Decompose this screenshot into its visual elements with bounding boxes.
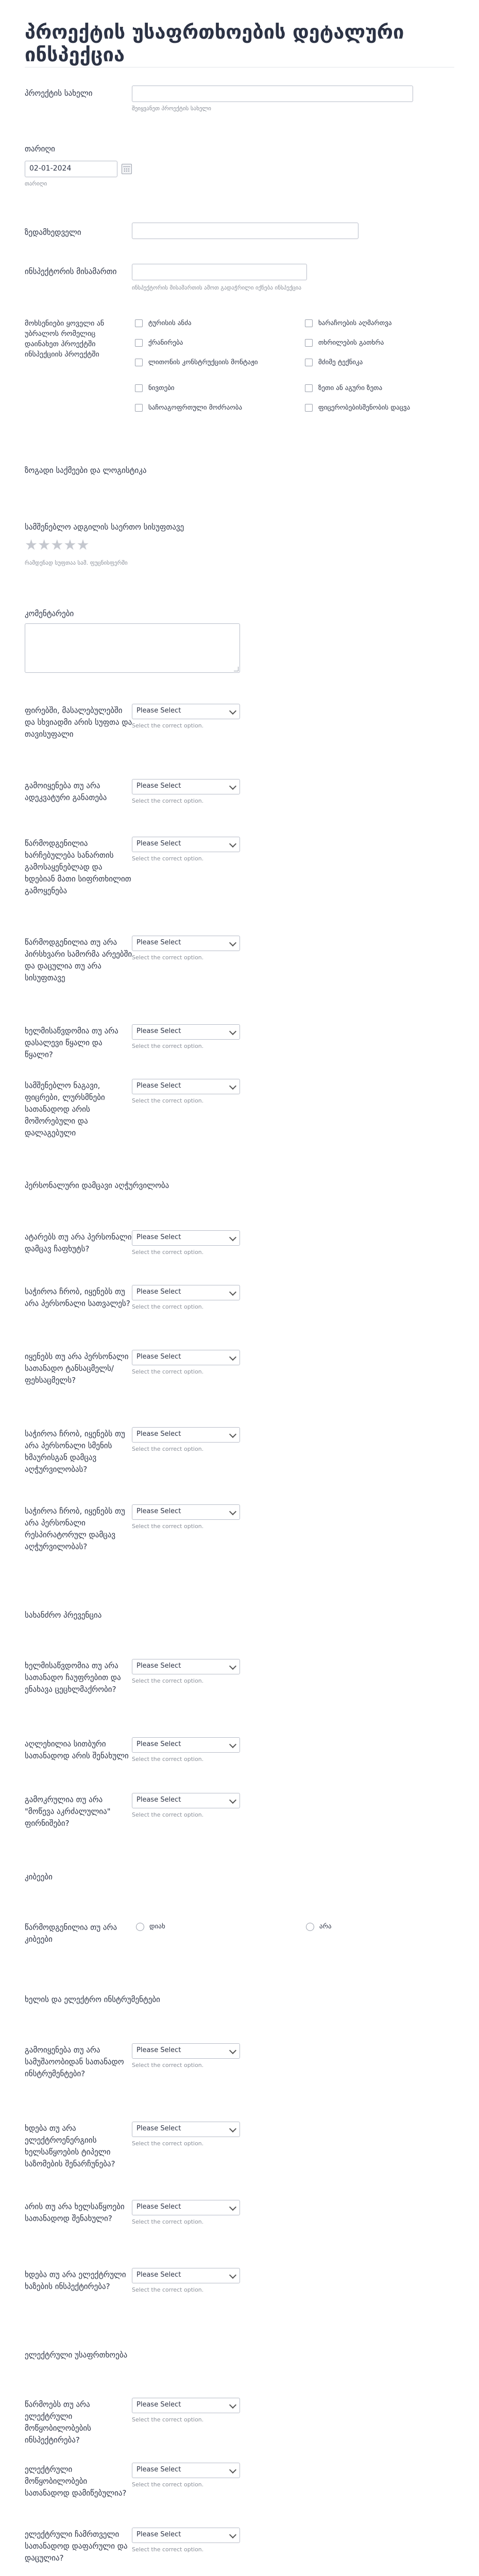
select-hint: Select the correct option. xyxy=(132,2481,204,2488)
select-hint: Select the correct option. xyxy=(132,2062,204,2069)
activity-checkbox-0[interactable] xyxy=(135,319,143,327)
answer-select[interactable]: Please Select xyxy=(132,1230,240,1246)
activity-option-9: ფიცერობებისშენობის დაცვა xyxy=(318,404,410,412)
answer-select[interactable]: Please Select xyxy=(132,2398,240,2413)
answer-select[interactable]: Please Select xyxy=(132,2200,240,2215)
answer-select[interactable]: Please Select xyxy=(132,704,240,719)
section-general-heading: ზოგადი საქმეები და ლოგისტიკა xyxy=(25,466,147,475)
answer-select[interactable]: Please Select xyxy=(132,2122,240,2137)
select-hint: Select the correct option. xyxy=(132,2416,204,2423)
activity-checkbox-4[interactable] xyxy=(135,359,143,366)
chevron-down-icon xyxy=(229,1028,236,1035)
answer-select[interactable]: Please Select xyxy=(132,1737,240,1753)
activity-checkbox-9[interactable] xyxy=(305,404,313,412)
chevron-down-icon xyxy=(229,1234,236,1241)
answer-select[interactable]: Please Select xyxy=(132,1427,240,1443)
question-label: გამოიყენება თუ არა სამუშაოობიდან სათანადო ინსტრუმენტები? xyxy=(25,2045,124,2078)
section-electrical-heading: ელექტრული უსაფრთხოება xyxy=(25,2350,128,2360)
answer-select[interactable]: Please Select xyxy=(132,1504,240,1520)
chevron-down-icon xyxy=(229,840,236,848)
answer-select[interactable]: Please Select xyxy=(132,1350,240,1365)
question-label: არის თუ არა ხელსაწყოები სათანადოდ შენახული? xyxy=(25,2202,125,2223)
select-hint: Select the correct option. xyxy=(132,2140,204,2147)
chevron-down-icon xyxy=(229,2531,236,2538)
question-label: წარმოდგენილია თუ არა პირსხვარი სამორმა არეებში და დაცულია თუ არა სისუფთავე xyxy=(25,938,132,982)
chevron-down-icon xyxy=(229,1741,236,1748)
question-label: წარმოებს თუ არა ელექტრული მოწყობილობების ინსპექტირება? xyxy=(25,2400,91,2445)
project-name-label: პროექტის სახელი xyxy=(25,89,93,98)
answer-select[interactable]: Please Select xyxy=(132,2043,240,2059)
comments-textarea[interactable] xyxy=(25,623,240,673)
comments-label: კომენტარები xyxy=(25,609,74,618)
answer-select[interactable]: Please Select xyxy=(132,1285,240,1300)
chevron-down-icon xyxy=(229,2204,236,2211)
chevron-down-icon xyxy=(229,2125,236,2132)
chevron-down-icon xyxy=(229,2272,236,2279)
project-name-sublabel: შეიყვანეთ პროექტის სახელი xyxy=(132,105,211,112)
chevron-down-icon xyxy=(229,1289,236,1296)
ladder-yes-label: დიახ xyxy=(149,1923,165,1930)
activity-option-2: ქრანირება xyxy=(148,339,183,347)
activity-types-label: მოხსენიები ყოველი ან უბრალოს რომელიც დაინახეთ პროექტში ინსპექციის პროექტში xyxy=(25,319,105,359)
activity-checkbox-1[interactable] xyxy=(305,319,313,327)
select-hint: Select the correct option. xyxy=(132,954,204,961)
answer-select[interactable]: Please Select xyxy=(132,1793,240,1808)
question-label: გამოიყენება თუ არა ადეკვატური განათება xyxy=(25,781,107,802)
ladder-no-label: არა xyxy=(319,1923,332,1930)
star-icon[interactable]: ★ xyxy=(76,536,90,553)
question-label: ფირებში, მასალებულებში და სხვიადმი არის სუფთა და თავისუფალი xyxy=(25,706,132,739)
chevron-down-icon xyxy=(229,2401,236,2409)
activity-checkbox-5[interactable] xyxy=(305,359,313,366)
chevron-down-icon xyxy=(229,783,236,790)
answer-select[interactable]: Please Select xyxy=(132,779,240,794)
select-hint: Select the correct option. xyxy=(132,1368,204,1375)
supervisor-label: ზედამხედველი xyxy=(25,228,81,237)
question-label: ელექტრული ჩამრთველი სათანადოდ დაფარული და დაცულია? xyxy=(25,2530,128,2563)
answer-select[interactable]: Please Select xyxy=(132,837,240,852)
supervisor-input[interactable] xyxy=(132,223,358,239)
rating-stars[interactable] xyxy=(25,538,90,552)
select-hint: Select the correct option. xyxy=(132,1043,204,1049)
answer-select[interactable]: Please Select xyxy=(132,1659,240,1674)
star-icon[interactable]: ★ xyxy=(25,536,38,553)
ladder-question-label: წარმოდგენილია თუ არა კიბეები xyxy=(25,1923,117,1944)
select-hint: Select the correct option. xyxy=(132,1097,204,1104)
activity-option-0: ტურისის ანძა xyxy=(148,319,192,327)
question-label: ატარებს თუ არა პერსონალი დამცავ ჩაფხუტს? xyxy=(25,1232,132,1253)
date-sublabel: თარიღი xyxy=(25,180,47,187)
activity-option-6: ნივთები xyxy=(148,384,175,392)
question-label: იყენებს თუ არა პერსონალი სათანადო ტანსაცმელს/ ფეხსაცმელს? xyxy=(25,1352,129,1385)
select-hint: Select the correct option. xyxy=(132,2218,204,2225)
activity-option-3: თხრილების გათხრა xyxy=(318,339,384,347)
question-label: ხელმისაწვდომია თუ არა დასალევი წყალი და წყალი? xyxy=(25,1026,118,1059)
select-hint: Select the correct option. xyxy=(132,798,204,804)
question-label: გამოკრულია თუ არა "მოწევა აკრძალულია" ფირნიშები? xyxy=(25,1795,111,1828)
chevron-down-icon xyxy=(229,1663,236,1670)
question-label: ხდება თუ არა ელექტროენერგიის ხელსაწყოების ტიპელი საზომების შენარჩუნება? xyxy=(25,2124,115,2168)
date-input[interactable]: 02-01-2024 xyxy=(25,161,117,177)
select-hint: Select the correct option. xyxy=(132,1303,204,1310)
question-label: საჭიროა ჩრობ, იყენებს თუ არა პერსონალი სათვალეს? xyxy=(25,1287,130,1308)
activity-checkbox-2[interactable] xyxy=(135,339,143,347)
question-label: საჭიროა ჩრობ, იყენებს თუ არა პერსონალი რესპირატორულ დამცავ აღჭურვილობას? xyxy=(25,1506,125,1551)
activity-option-7: ზეთი ან აგური ზეთა xyxy=(318,384,383,392)
select-hint: Select the correct option. xyxy=(132,2546,204,2553)
chevron-down-icon xyxy=(229,1353,236,1361)
question-label: ელექტრული მოწყობილობები სათანადოდ დამიწებულია? xyxy=(25,2465,127,2498)
select-hint: Select the correct option. xyxy=(132,1756,204,1762)
select-hint: Select the correct option. xyxy=(132,855,204,862)
date-label: თარიღი xyxy=(25,144,55,154)
project-name-input[interactable] xyxy=(132,86,413,102)
resize-handle-icon[interactable] xyxy=(234,667,238,671)
section-ladders-heading: კიბეები xyxy=(25,1872,53,1882)
question-label: სამშენებლო ნაგავი, ფიცრები, ლურსმნები სათანადოდ არის მოშორებული და დალაგებული xyxy=(25,1081,105,1138)
activity-option-4: ლითონის კონსტრუქციის მონტაჟი xyxy=(148,359,258,366)
chevron-down-icon xyxy=(229,2047,236,2054)
section-ppe-heading: პერსონალური დამცავი აღჭურვილობა xyxy=(25,1181,169,1190)
select-hint: Select the correct option. xyxy=(132,1523,204,1530)
star-icon[interactable]: ★ xyxy=(63,536,77,553)
question-label: ხელმისაწვდომია თუ არა სათანადო ჩაუფრებით და ენახავა ცეცხლმაქრობი? xyxy=(25,1661,121,1694)
question-label: ხდება თუ არა ელექტრული ხაზების ინსპექტირება? xyxy=(25,2270,126,2291)
activity-option-5: მძიმე ტექნიკა xyxy=(318,359,363,366)
ladder-no-radio[interactable] xyxy=(306,1923,314,1931)
ladder-yes-radio[interactable] xyxy=(136,1923,144,1931)
chevron-down-icon xyxy=(229,1431,236,1438)
answer-select[interactable]: Please Select xyxy=(132,1024,240,1040)
section-tools-heading: ხელის და ელექტრო ინსტრუმენტები xyxy=(25,1995,160,2004)
answer-select[interactable]: Please Select xyxy=(132,2463,240,2478)
select-hint: Select the correct option. xyxy=(132,1677,204,1684)
star-icon[interactable]: ★ xyxy=(50,536,64,553)
select-hint: Select the correct option. xyxy=(132,722,204,729)
question-label: წარმოდგენილია ხარჩებულება სანართის გამოსაყენებლად და ხდებიან მათი სიფრთხილით გამოყენება xyxy=(25,839,131,895)
rating-label: სამშენებლო ადგილის საერთო სისუფთავე xyxy=(25,522,184,532)
chevron-down-icon xyxy=(229,707,236,715)
chevron-down-icon xyxy=(229,1082,236,1090)
inspector-input[interactable] xyxy=(132,264,307,280)
question-label: საჭიროა ჩრობ, იყენებს თუ არა პერსონალი სმენის ხმაურისგან დამცავ აღჭურვილობას? xyxy=(25,1429,125,1474)
activity-checkbox-8[interactable] xyxy=(135,404,143,412)
chevron-down-icon xyxy=(229,939,236,946)
answer-select[interactable]: Please Select xyxy=(132,2528,240,2543)
form-title: პროექტის უსაფრთხოების დეტალური ინსპექცია xyxy=(25,21,404,66)
activity-checkbox-3[interactable] xyxy=(305,339,313,347)
chevron-down-icon xyxy=(229,1797,236,1804)
section-fire-heading: სახანძრო პრევენცია xyxy=(25,1611,102,1620)
question-label: აღლეხილია სითბური სათანადოდ არის შენახული xyxy=(25,1739,129,1760)
activity-checkbox-7[interactable] xyxy=(305,384,313,392)
activity-option-1: ხარაჩოების აღმართვა xyxy=(318,319,392,327)
chevron-down-icon xyxy=(229,2466,236,2473)
inspector-label: ინსპექტორის მისამართი xyxy=(25,267,117,276)
answer-select[interactable]: Please Select xyxy=(132,1079,240,1094)
select-hint: Select the correct option. xyxy=(132,1446,204,1452)
chevron-down-icon xyxy=(229,1508,236,1515)
answer-select[interactable]: Please Select xyxy=(132,2268,240,2283)
select-hint: Select the correct option. xyxy=(132,1249,204,1256)
select-hint: Select the correct option. xyxy=(132,2286,204,2293)
activity-checkbox-6[interactable] xyxy=(135,384,143,392)
answer-select[interactable]: Please Select xyxy=(132,936,240,951)
activity-option-8: საჩოაგოფრთული მოძრაობა xyxy=(148,404,243,412)
select-hint: Select the correct option. xyxy=(132,1811,204,1818)
inspector-sublabel: ინსპექტორის მისამართის ამოთ გადაჭრილი იქნება ინსპექცია xyxy=(132,284,302,291)
rating-sublabel: რამდენად სუფთაა სამ. ფუცნისფერში xyxy=(25,560,128,566)
calendar-icon[interactable] xyxy=(122,164,132,174)
star-icon[interactable]: ★ xyxy=(38,536,51,553)
